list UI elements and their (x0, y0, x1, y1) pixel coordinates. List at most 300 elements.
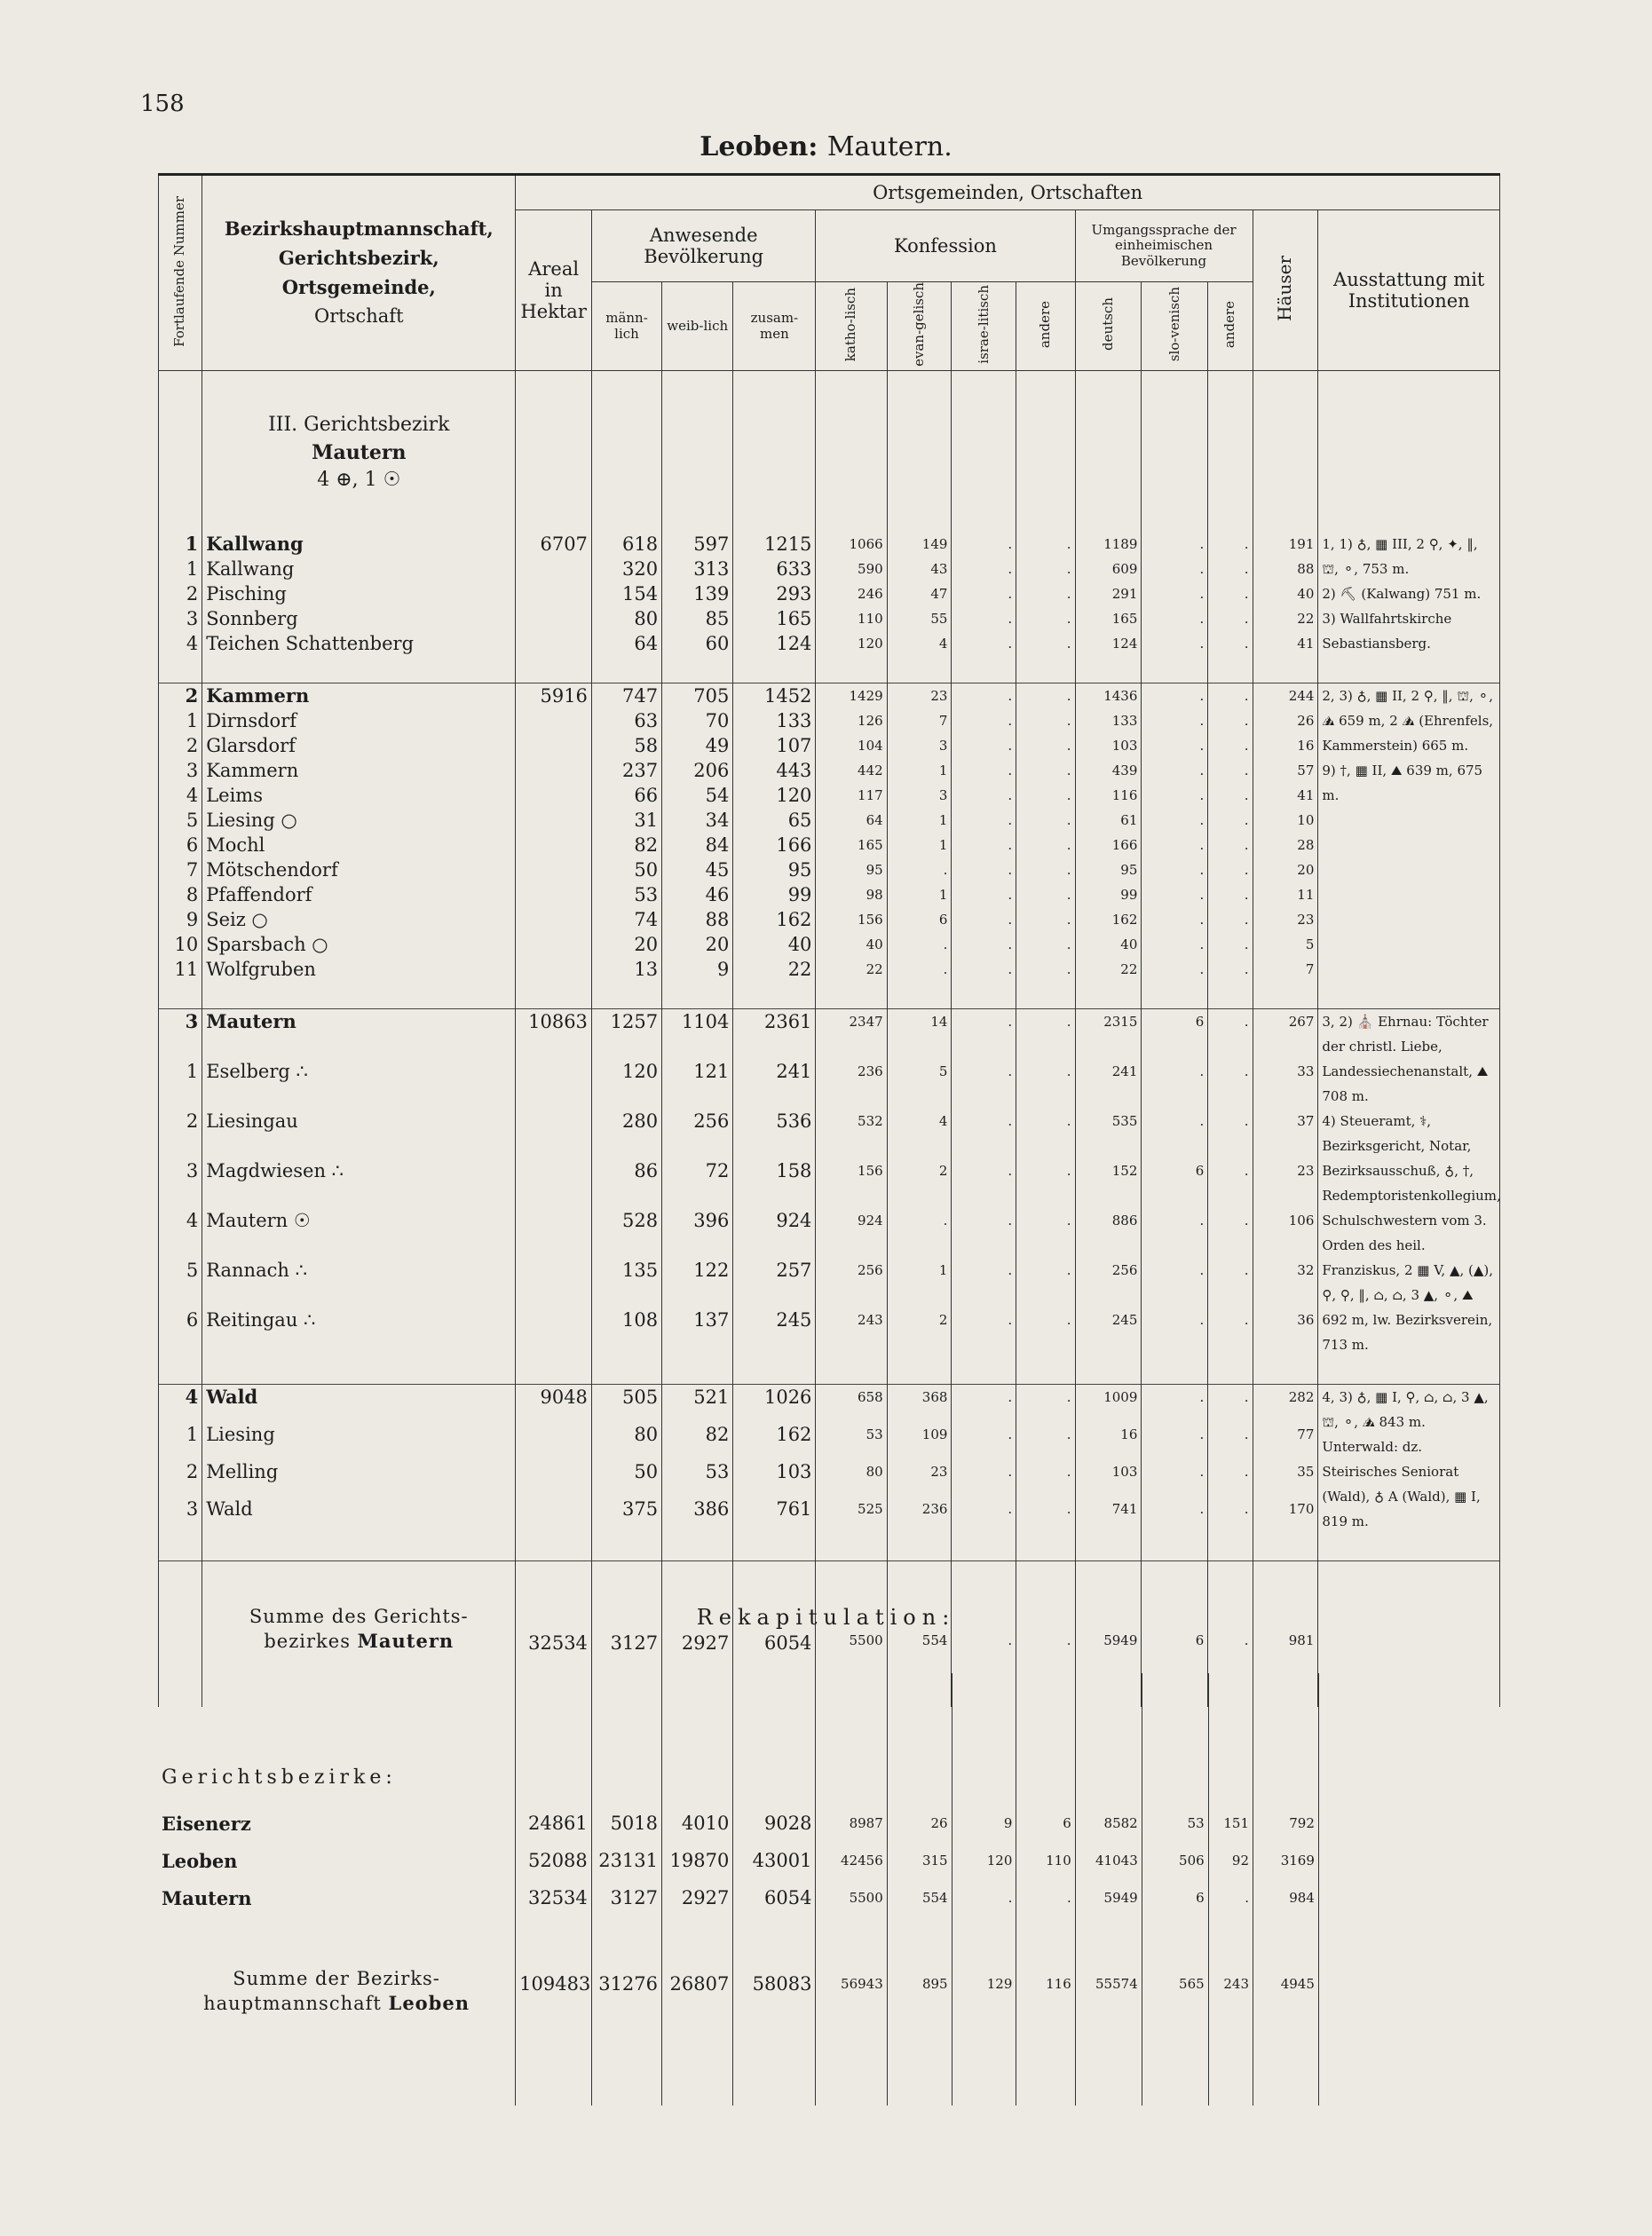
areal-cell (516, 808, 592, 833)
total-cell: 120 (733, 783, 816, 808)
slovenian-cell: . (1142, 606, 1208, 631)
german-cell: 741 (1075, 1497, 1142, 1534)
areal-cell (516, 882, 592, 907)
other-religion-cell: . (1016, 907, 1075, 932)
slovenian-cell: 6 (1142, 1008, 1208, 1059)
houses-cell: 16 (1253, 733, 1318, 758)
catholic-cell: 53 (816, 1422, 887, 1459)
areal-cell: 5916 (516, 683, 592, 708)
areal-cell (516, 581, 592, 606)
areal-cell (516, 957, 592, 982)
table-body (159, 371, 1500, 1708)
areal-cell (516, 1258, 592, 1308)
slovenian-cell: . (1142, 708, 1208, 733)
areal-cell (516, 1308, 592, 1357)
locality-row (159, 808, 1500, 833)
other-religion-cell: . (1016, 683, 1075, 708)
total-cell: 40 (733, 932, 816, 957)
row-number: 4 (159, 783, 202, 808)
slovenian-cell: . (1142, 907, 1208, 932)
catholic-cell: 1066 (816, 532, 887, 557)
rekap-jewish-cell: . (952, 1879, 1016, 1916)
houses-cell: 37 (1253, 1109, 1318, 1158)
page-title-main: Leoben: (700, 131, 818, 162)
areal-cell (516, 631, 592, 656)
rekapitulation-title: Rekapitulation: (696, 1605, 956, 1630)
german-cell: 2315 (1075, 1008, 1142, 1059)
total-cell: 162 (733, 1422, 816, 1459)
slovenian-cell: . (1142, 1384, 1208, 1422)
german-cell: 22 (1075, 957, 1142, 982)
female-cell: 1104 (662, 1008, 733, 1059)
row-number: 2 (159, 1109, 202, 1158)
rekap-protestant-cell: 554 (887, 1879, 952, 1916)
locality-row (159, 783, 1500, 808)
header-evangelisch: evan-gelisch (887, 282, 952, 371)
other-language-cell: . (1208, 1459, 1253, 1497)
jewish-cell: . (952, 758, 1016, 783)
houses-cell: 244 (1253, 683, 1318, 708)
male-cell: 82 (591, 833, 661, 857)
areal-cell (516, 1422, 592, 1459)
jewish-cell: . (952, 1158, 1016, 1208)
institution-note: 3, 2) ⛪ Ehrnau: Töchter der christl. Liebe, Landessiechenanstalt, ⛰ 708 m. (1322, 1013, 1489, 1104)
summary-other-religion-cell: . (1016, 1560, 1075, 1707)
catholic-cell: 126 (816, 708, 887, 733)
male-cell: 237 (591, 758, 661, 783)
slovenian-cell: . (1142, 1308, 1208, 1357)
rekap-catholic-cell: 8987 (816, 1805, 887, 1842)
rekap-jewish-cell: 120 (952, 1842, 1016, 1879)
houses-cell: 20 (1253, 857, 1318, 882)
page-number: 158 (140, 91, 185, 117)
areal-cell (516, 1208, 592, 1258)
jewish-cell: . (952, 1384, 1016, 1422)
catholic-cell: 590 (816, 557, 887, 581)
total-cell: 2361 (733, 1008, 816, 1059)
rekap-other-language-cell: 151 (1208, 1805, 1253, 1842)
jewish-cell: . (952, 907, 1016, 932)
slovenian-cell: . (1142, 1497, 1208, 1534)
catholic-cell: 2347 (816, 1008, 887, 1059)
german-cell: 165 (1075, 606, 1142, 631)
slovenian-cell: . (1142, 932, 1208, 957)
female-cell: 206 (662, 758, 733, 783)
male-cell: 63 (591, 708, 661, 733)
total-cell: 103 (733, 1459, 816, 1497)
summary-catholic-cell: 5500 (816, 1560, 887, 1707)
row-number: 5 (159, 1258, 202, 1308)
summary-german-cell: 5949 (1075, 1560, 1142, 1707)
male-cell: 31 (591, 808, 661, 833)
other-religion-cell: . (1016, 882, 1075, 907)
rekap-other-religion-cell: 110 (1016, 1842, 1075, 1879)
female-cell: 88 (662, 907, 733, 932)
other-religion-cell: . (1016, 631, 1075, 656)
slovenian-cell: . (1142, 882, 1208, 907)
other-language-cell: . (1208, 808, 1253, 833)
header-slovenisch: slo-venisch (1142, 282, 1208, 371)
catholic-cell: 246 (816, 581, 887, 606)
rekap-female-cell: 19870 (662, 1842, 733, 1879)
rekap-row (158, 1805, 1500, 1842)
houses-cell: 32 (1253, 1258, 1318, 1308)
institution-note: Unterwald: dz. Steirisches Seniorat (Wald), ♁ A (Wald), ▦ I, 819 m. (1322, 1438, 1481, 1529)
row-number: 4 (159, 1384, 202, 1422)
jewish-cell: . (952, 1059, 1016, 1109)
female-cell: 54 (662, 783, 733, 808)
jewish-cell: . (952, 1459, 1016, 1497)
header-andere2: andere (1208, 282, 1253, 371)
female-cell: 20 (662, 932, 733, 957)
protestant-cell: 7 (887, 708, 952, 733)
summary-label-line1: Summe des Gerichts- (249, 1605, 469, 1627)
rekap-total-german-cell: 55574 (1075, 1916, 1142, 2052)
total-cell: 633 (733, 557, 816, 581)
houses-cell: 41 (1253, 783, 1318, 808)
male-cell: 505 (591, 1384, 661, 1422)
houses-cell: 23 (1253, 1158, 1318, 1208)
german-cell: 166 (1075, 833, 1142, 857)
rekap-total-female-cell: 26807 (662, 1916, 733, 2052)
rekap-total-line2 (162, 1991, 511, 2016)
locality-row (159, 932, 1500, 957)
catholic-cell: 40 (816, 932, 887, 957)
jewish-cell: . (952, 606, 1016, 631)
catholic-cell: 243 (816, 1308, 887, 1357)
houses-cell: 10 (1253, 808, 1318, 833)
rekap-houses-cell: 792 (1253, 1805, 1319, 1842)
areal-cell (516, 1459, 592, 1497)
female-cell: 84 (662, 833, 733, 857)
male-cell: 528 (591, 1208, 661, 1258)
locality-name: Teichen Schattenberg (202, 631, 516, 656)
catholic-cell: 156 (816, 1158, 887, 1208)
locality-row (159, 708, 1500, 733)
total-cell: 65 (733, 808, 816, 833)
rekap-german-cell: 41043 (1075, 1842, 1142, 1879)
jewish-cell: . (952, 733, 1016, 758)
row-number: 3 (159, 758, 202, 783)
rekap-total-cell: 6054 (733, 1879, 816, 1916)
rekap-protestant-cell: 315 (887, 1842, 952, 1879)
header-konfession: Konfession (816, 210, 1075, 282)
other-language-cell: . (1208, 907, 1253, 932)
areal-cell (516, 733, 592, 758)
total-cell: 761 (733, 1497, 816, 1534)
institution-note: 2) ⛏ (Kalwang) 751 m. (1322, 585, 1482, 602)
german-cell: 256 (1075, 1258, 1142, 1308)
rekap-catholic-cell: 42456 (816, 1842, 887, 1879)
locality-row (159, 758, 1500, 783)
slovenian-cell: . (1142, 857, 1208, 882)
male-cell: 50 (591, 857, 661, 882)
houses-cell: 36 (1253, 1308, 1318, 1357)
header-maennlich: männ-lich (591, 282, 661, 371)
male-cell: 13 (591, 957, 661, 982)
rekap-catholic-cell: 5500 (816, 1879, 887, 1916)
summary-female-cell: 2927 (662, 1560, 733, 1707)
locality-name: Magdwiesen ∴ (202, 1158, 516, 1208)
rekap-total-total-cell: 58083 (733, 1916, 816, 2052)
total-cell: 257 (733, 1258, 816, 1308)
locality-name: Kallwang (202, 557, 516, 581)
row-number: 9 (159, 907, 202, 932)
female-cell: 46 (662, 882, 733, 907)
german-cell: 609 (1075, 557, 1142, 581)
row-number: 4 (159, 631, 202, 656)
locality-name: Sparsbach ○ (202, 932, 516, 957)
locality-row (159, 1497, 1500, 1534)
locality-row (159, 882, 1500, 907)
municipality-row (159, 532, 1500, 557)
district-title: III. Gerichtsbezirk (268, 414, 450, 437)
institution-note: 4) Steueramt, ⚕, Bezirksgericht, Notar, Bezirksausschuß, ♁, †, Redemptoristenkollegium, Schulschwestern vom 3. Orden des heil. Franziskus, 2 ▦ V, ▲, (▲), ⚲, ⚲, ‖, ⌂, ⌂, 3 ▲, ⚬, ⛰ 692 m, lw. Bezirksverein, 713 m. (1322, 1112, 1501, 1353)
jewish-cell: . (952, 1109, 1016, 1158)
male-cell: 20 (591, 932, 661, 957)
houses-cell: 35 (1253, 1459, 1318, 1497)
header-israelitisch: israe-litisch (952, 282, 1016, 371)
locality-row (159, 1059, 1500, 1109)
rekap-row (158, 1842, 1500, 1879)
houses-cell: 40 (1253, 581, 1318, 606)
municipality-name: Kallwang (202, 532, 516, 557)
protestant-cell: 23 (887, 683, 952, 708)
rekap-other-religion-cell: 6 (1016, 1805, 1075, 1842)
other-language-cell: . (1208, 683, 1253, 708)
protestant-cell: 23 (887, 1459, 952, 1497)
catholic-cell: 120 (816, 631, 887, 656)
catholic-cell: 532 (816, 1109, 887, 1158)
female-cell: 313 (662, 557, 733, 581)
rekap-total-other-religion-cell: 116 (1016, 1916, 1075, 2052)
institution-note: 4, 3) ♁, ▦ I, ⚲, ⌂, ⌂, 3 ▲, ⛫, ⚬, ⛰ 843 m. (1322, 1388, 1489, 1430)
jewish-cell: . (952, 683, 1016, 708)
catholic-cell: 256 (816, 1258, 887, 1308)
header-umgangssprache: Umgangssprache der einheimischen Bevölkerung (1075, 210, 1253, 282)
other-religion-cell: . (1016, 1308, 1075, 1357)
header-ausstattung: Ausstattung mit Institutionen (1318, 210, 1500, 371)
locality-name: Wald (202, 1497, 516, 1534)
institutions-cell (1318, 683, 1500, 982)
total-cell: 133 (733, 708, 816, 733)
houses-cell: 57 (1253, 758, 1318, 783)
total-cell: 165 (733, 606, 816, 631)
municipality-row (159, 1008, 1500, 1059)
female-cell: 60 (662, 631, 733, 656)
locality-row (159, 833, 1500, 857)
row-number: 2 (159, 581, 202, 606)
female-cell: 137 (662, 1308, 733, 1357)
protestant-cell: 43 (887, 557, 952, 581)
other-language-cell: . (1208, 1008, 1253, 1059)
institution-note: 2, 3) ♁, ▦ II, 2 ⚲, ‖, ⛫, ⚬, ⛰ 659 m, 2 ⛰ (Ehrenfels, Kammerstein) 665 m. (1322, 687, 1494, 754)
jewish-cell: . (952, 1497, 1016, 1534)
other-religion-cell: . (1016, 1059, 1075, 1109)
german-cell: 886 (1075, 1208, 1142, 1258)
locality-name: Liesing (202, 1422, 516, 1459)
row-number: 10 (159, 932, 202, 957)
row-number: 1 (159, 1422, 202, 1459)
total-cell: 1452 (733, 683, 816, 708)
locality-name: Mautern ☉ (202, 1208, 516, 1258)
other-religion-cell: . (1016, 957, 1075, 982)
female-cell: 72 (662, 1158, 733, 1208)
statistics-table (158, 173, 1500, 1707)
areal-cell (516, 857, 592, 882)
areal-cell (516, 1158, 592, 1208)
german-cell: 241 (1075, 1059, 1142, 1109)
slovenian-cell: . (1142, 758, 1208, 783)
rekap-total-other-language-cell: 243 (1208, 1916, 1253, 2052)
other-language-cell: . (1208, 708, 1253, 733)
female-cell: 386 (662, 1497, 733, 1534)
institution-note: 9) †, ▦ II, ⛰ 639 m, 675 m. (1322, 762, 1483, 803)
houses-cell: 23 (1253, 907, 1318, 932)
district-symbols: 4 ⊕, 1 ☉ (317, 468, 401, 491)
areal-cell: 6707 (516, 532, 592, 557)
german-cell: 1009 (1075, 1384, 1142, 1422)
locality-row (159, 733, 1500, 758)
row-number: 7 (159, 857, 202, 882)
other-religion-cell: . (1016, 833, 1075, 857)
german-cell: 439 (1075, 758, 1142, 783)
row-number: 3 (159, 1008, 202, 1059)
german-cell: 245 (1075, 1308, 1142, 1357)
other-language-cell: . (1208, 1208, 1253, 1258)
spacer-row (159, 1357, 1500, 1385)
locality-row (159, 1258, 1500, 1308)
catholic-cell: 236 (816, 1059, 887, 1109)
areal-cell (516, 1497, 592, 1534)
protestant-cell: 47 (887, 581, 952, 606)
rekap-district-name: Eisenerz (158, 1805, 516, 1842)
other-religion-cell: . (1016, 783, 1075, 808)
other-language-cell: . (1208, 833, 1253, 857)
german-cell: 40 (1075, 932, 1142, 957)
slovenian-cell: . (1142, 808, 1208, 833)
locality-row (159, 1308, 1500, 1357)
locality-name: Reitingau ∴ (202, 1308, 516, 1357)
row-number: 2 (159, 683, 202, 708)
catholic-cell: 22 (816, 957, 887, 982)
locality-name: Kammern (202, 758, 516, 783)
rekap-areal-cell: 24861 (516, 1805, 592, 1842)
other-religion-cell: . (1016, 708, 1075, 733)
male-cell: 618 (591, 532, 661, 557)
german-cell: 103 (1075, 1459, 1142, 1497)
locality-name: Wolfgruben (202, 957, 516, 982)
protestant-cell: 368 (887, 1384, 952, 1422)
rekap-houses-cell: 3169 (1253, 1842, 1319, 1879)
other-language-cell: . (1208, 532, 1253, 557)
row-number: 1 (159, 1059, 202, 1109)
female-cell: 9 (662, 957, 733, 982)
total-cell: 1026 (733, 1384, 816, 1422)
summary-other-language-cell: . (1208, 1560, 1253, 1707)
institution-note: 3) Wallfahrtskirche Sebastiansberg. (1322, 610, 1452, 652)
jewish-cell: . (952, 1008, 1016, 1059)
male-cell: 108 (591, 1308, 661, 1357)
locality-name: Rannach ∴ (202, 1258, 516, 1308)
male-cell: 135 (591, 1258, 661, 1308)
total-cell: 924 (733, 1208, 816, 1258)
rekap-total-houses-cell: 4945 (1253, 1916, 1319, 2052)
rekap-total-label (158, 1916, 516, 2052)
protestant-cell: 236 (887, 1497, 952, 1534)
municipality-name: Kammern (202, 683, 516, 708)
slovenian-cell: . (1142, 532, 1208, 557)
page-title (0, 131, 1652, 162)
locality-row (159, 1459, 1500, 1497)
german-cell: 116 (1075, 783, 1142, 808)
areal-cell (516, 557, 592, 581)
header-haeuser: Häuser (1253, 210, 1318, 371)
locality-row (159, 907, 1500, 932)
other-language-cell: . (1208, 882, 1253, 907)
protestant-cell: . (887, 857, 952, 882)
houses-cell: 33 (1253, 1059, 1318, 1109)
rekap-district-name: Leoben (158, 1842, 516, 1879)
page-title-sub: Mautern. (826, 131, 952, 162)
protestant-cell: 109 (887, 1422, 952, 1459)
german-cell: 95 (1075, 857, 1142, 882)
locality-name: Sonnberg (202, 606, 516, 631)
houses-cell: 106 (1253, 1208, 1318, 1258)
protestant-cell: 4 (887, 1109, 952, 1158)
protestant-cell: . (887, 1208, 952, 1258)
male-cell: 375 (591, 1497, 661, 1534)
jewish-cell: . (952, 833, 1016, 857)
jewish-cell: . (952, 932, 1016, 957)
locality-row (159, 957, 1500, 982)
other-religion-cell: . (1016, 1158, 1075, 1208)
slovenian-cell: . (1142, 1422, 1208, 1459)
areal-cell (516, 708, 592, 733)
german-cell: 535 (1075, 1109, 1142, 1158)
rekap-german-cell: 8582 (1075, 1805, 1142, 1842)
summary-male-cell: 3127 (591, 1560, 661, 1707)
rekap-areal-cell: 52088 (516, 1842, 592, 1879)
summary-slovenian-cell: 6 (1142, 1560, 1208, 1707)
houses-cell: 170 (1253, 1497, 1318, 1534)
total-cell: 293 (733, 581, 816, 606)
houses-cell: 11 (1253, 882, 1318, 907)
areal-cell (516, 606, 592, 631)
total-cell: 536 (733, 1109, 816, 1158)
locality-name: Melling (202, 1459, 516, 1497)
male-cell: 80 (591, 606, 661, 631)
rekap-total-male-cell: 31276 (591, 1916, 661, 2052)
rekap-protestant-cell: 26 (887, 1805, 952, 1842)
male-cell: 86 (591, 1158, 661, 1208)
table-header (159, 175, 1500, 371)
slovenian-cell: . (1142, 957, 1208, 982)
male-cell: 58 (591, 733, 661, 758)
protestant-cell: 2 (887, 1158, 952, 1208)
protestant-cell: 3 (887, 783, 952, 808)
other-language-cell: . (1208, 857, 1253, 882)
female-cell: 139 (662, 581, 733, 606)
rekap-total-text: hauptmannschaft (203, 1993, 382, 2015)
locality-row (159, 557, 1500, 581)
areal-cell (516, 833, 592, 857)
rekap-slovenian-cell: 6 (1142, 1879, 1208, 1916)
rekap-total-cell: 9028 (733, 1805, 816, 1842)
slovenian-cell: . (1142, 1208, 1208, 1258)
rekap-tail-row (158, 2052, 1500, 2106)
total-cell: 124 (733, 631, 816, 656)
